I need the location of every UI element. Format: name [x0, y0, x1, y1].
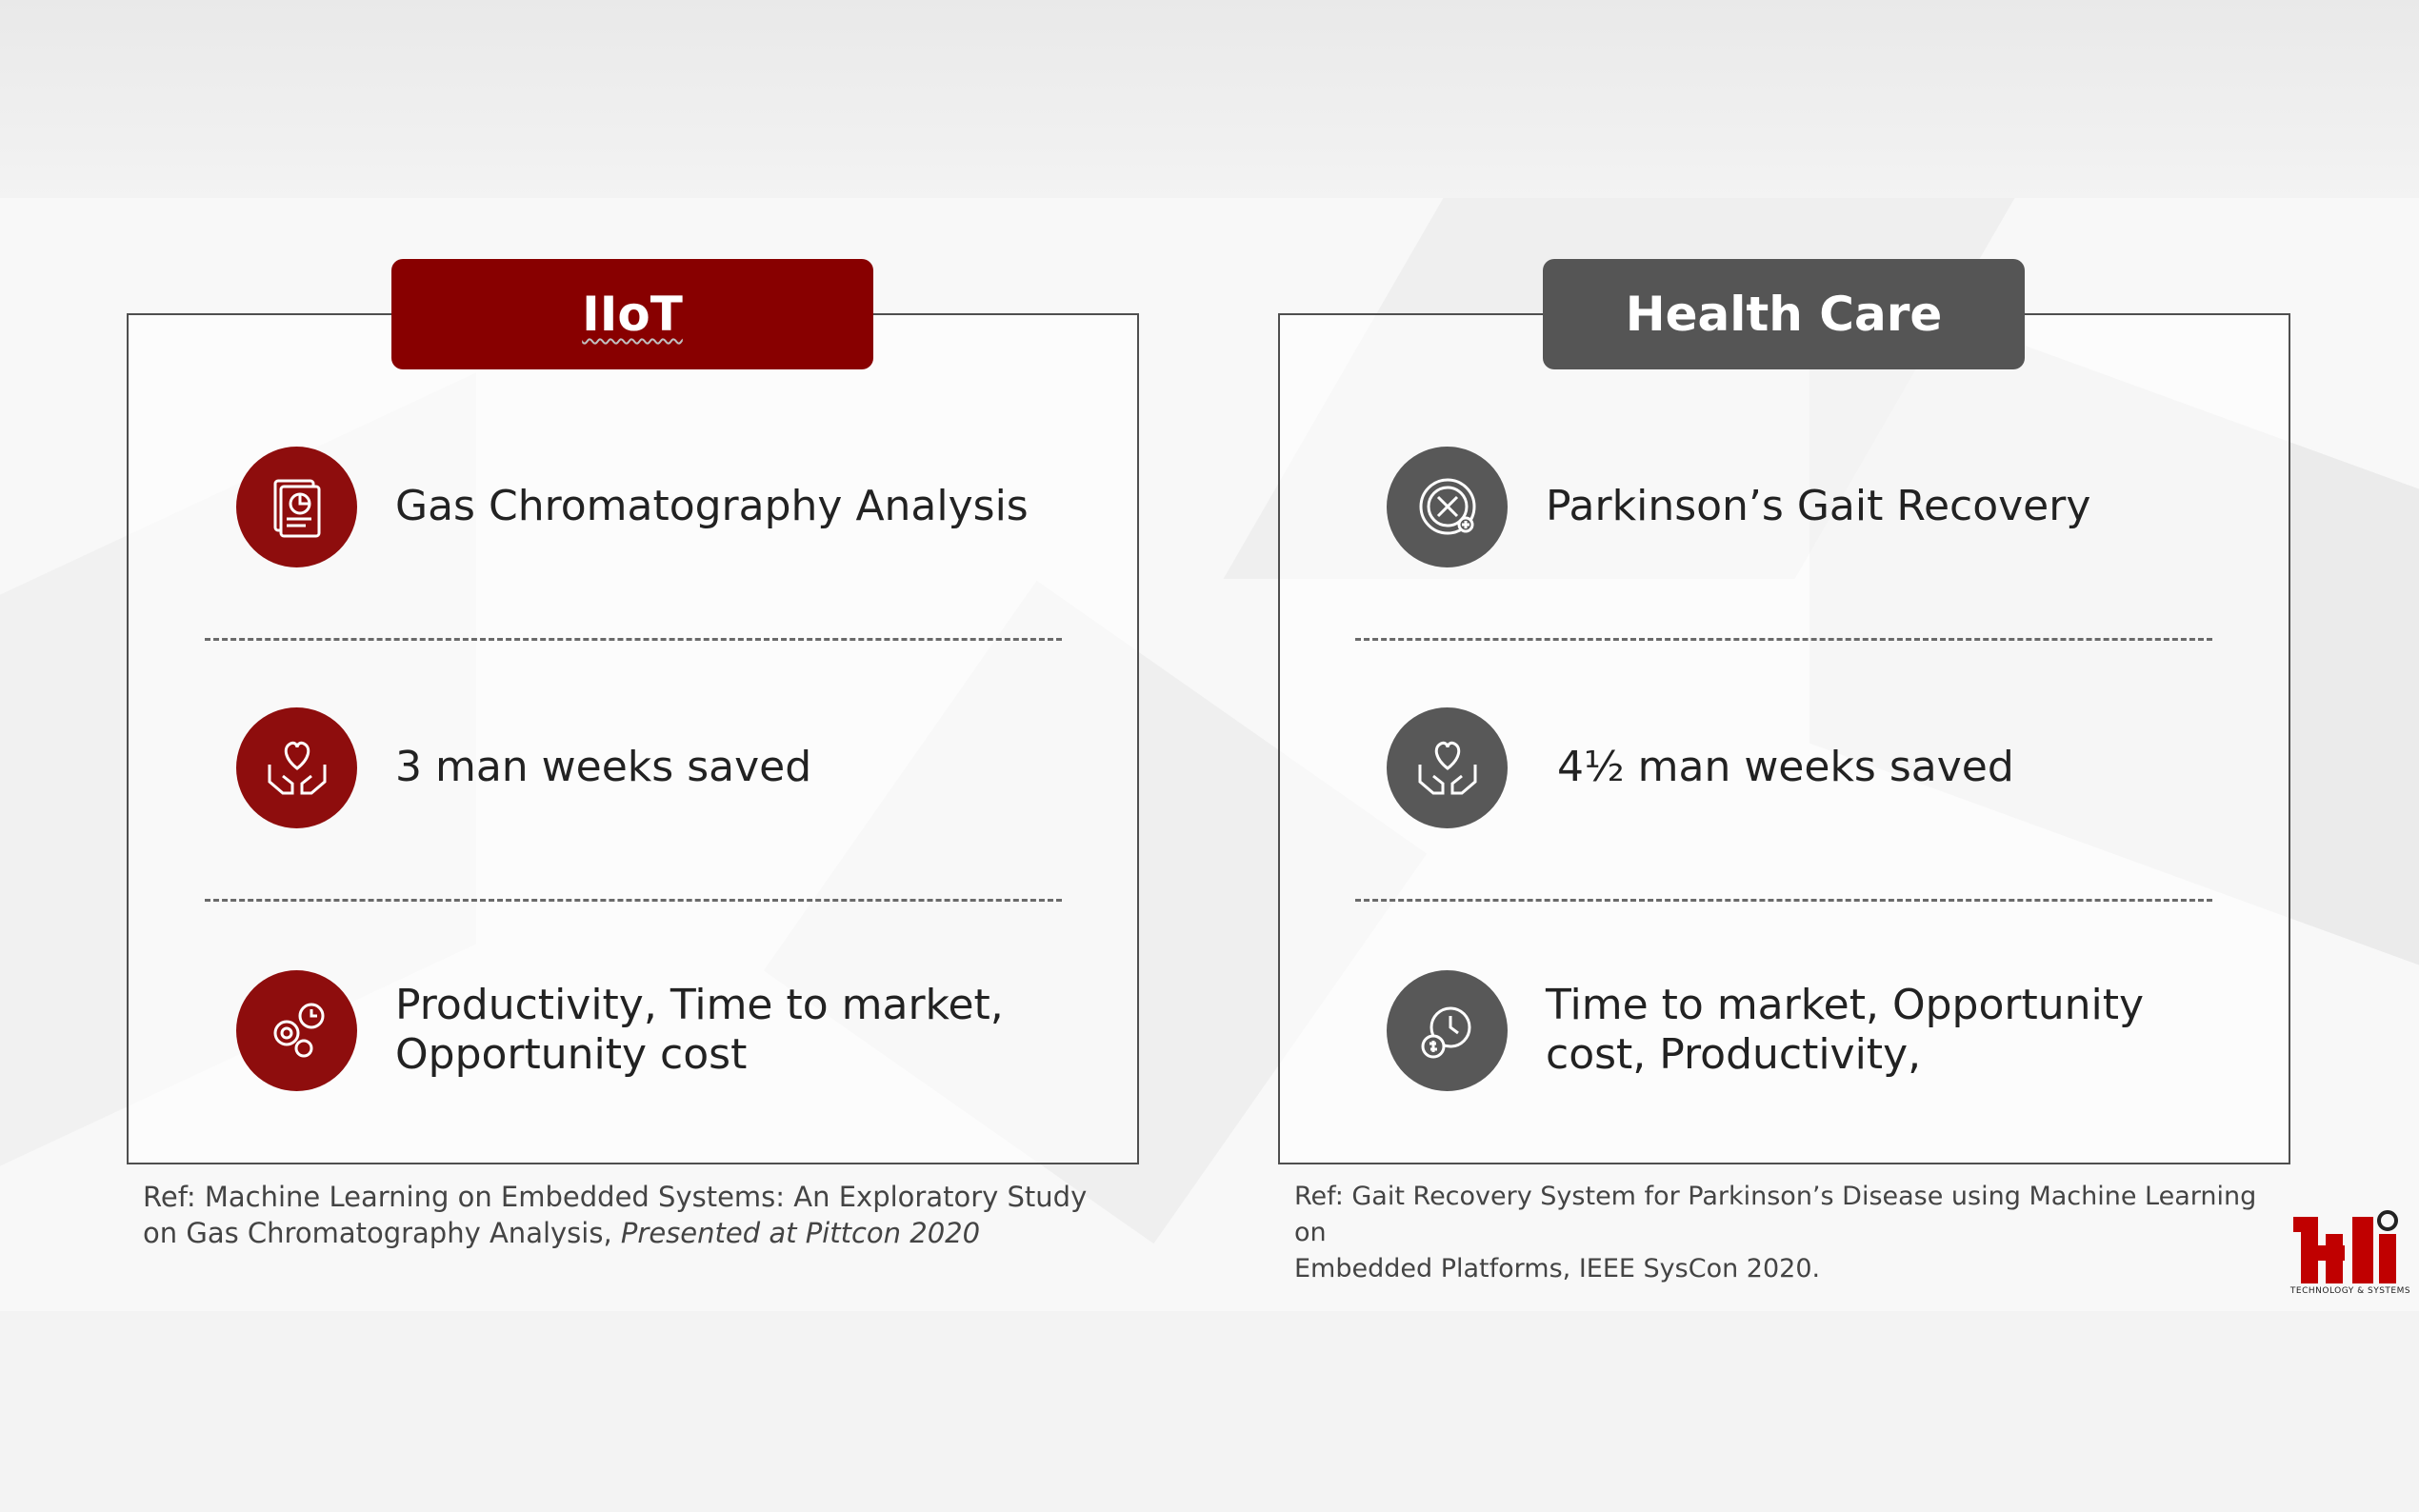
iiot-ref-plain: on Gas Chromatography Analysis, [143, 1217, 621, 1249]
health-ref-line2: Embedded Platforms, IEEE SysCon 2020. [1294, 1254, 1821, 1283]
health-care-header [1543, 259, 2025, 369]
iiot-ref-italic: Presented at Pittcon 2020 [620, 1217, 981, 1249]
iiot-divider-1 [205, 638, 1062, 641]
iiot-benefits-line2: Opportunity cost [395, 1030, 748, 1079]
health-row-saved [1387, 706, 2014, 828]
iiot-row-analysis [236, 446, 1029, 567]
health-care-title: Health Care [1625, 287, 1943, 342]
health-benefits-line2: cost, Productivity, [1546, 1030, 1922, 1079]
company-logo [2288, 1207, 2413, 1299]
health-row-gait [1387, 446, 2090, 567]
gears-clock-icon [236, 970, 357, 1091]
bottom-letterbox [0, 1311, 2419, 1512]
iiot-row-benefits [236, 969, 1004, 1091]
health-divider-1 [1355, 638, 2212, 641]
hands-heart-icon [236, 707, 357, 828]
hands-heart-icon [1387, 707, 1508, 828]
health-ref-line1: Ref: Gait Recovery System for Parkinson’s Disease using Machine Learning on [1294, 1182, 2257, 1247]
iiot-reference [143, 1179, 1143, 1251]
top-letterbox [0, 0, 2419, 198]
iiot-ref-line2 [143, 1215, 1143, 1251]
medical-cross-icon [1387, 447, 1508, 567]
health-benefits-line1: Time to market, Opportunity [1546, 981, 2144, 1029]
health-benefits-label [1546, 981, 2144, 1080]
document-chart-icon [236, 447, 357, 567]
health-gait-label: Parkinson’s Gait Recovery [1546, 482, 2091, 530]
iiot-header [391, 259, 873, 369]
health-saved-label: 4½ man weeks saved [1557, 743, 2014, 791]
iiot-ref-line1: Ref: Machine Learning on Embedded Systems: An Exploratory Study [143, 1181, 1088, 1213]
iiot-benefits-line1: Productivity, Time to market, [395, 981, 1004, 1029]
health-row-benefits [1387, 969, 2144, 1091]
logo-caption: TECHNOLOGY & SYSTEMS [2289, 1286, 2411, 1296]
money-time-icon [1387, 970, 1508, 1091]
iiot-benefits-label [395, 981, 1004, 1080]
iiot-title: IIoT [582, 287, 683, 342]
iiot-saved-label: 3 man weeks saved [395, 743, 812, 791]
health-reference [1294, 1179, 2275, 1287]
iiot-analysis-label: Gas Chromatography Analysis [395, 482, 1029, 530]
health-divider-2 [1355, 899, 2212, 902]
iiot-divider-2 [205, 899, 1062, 902]
iiot-row-saved [236, 706, 811, 828]
